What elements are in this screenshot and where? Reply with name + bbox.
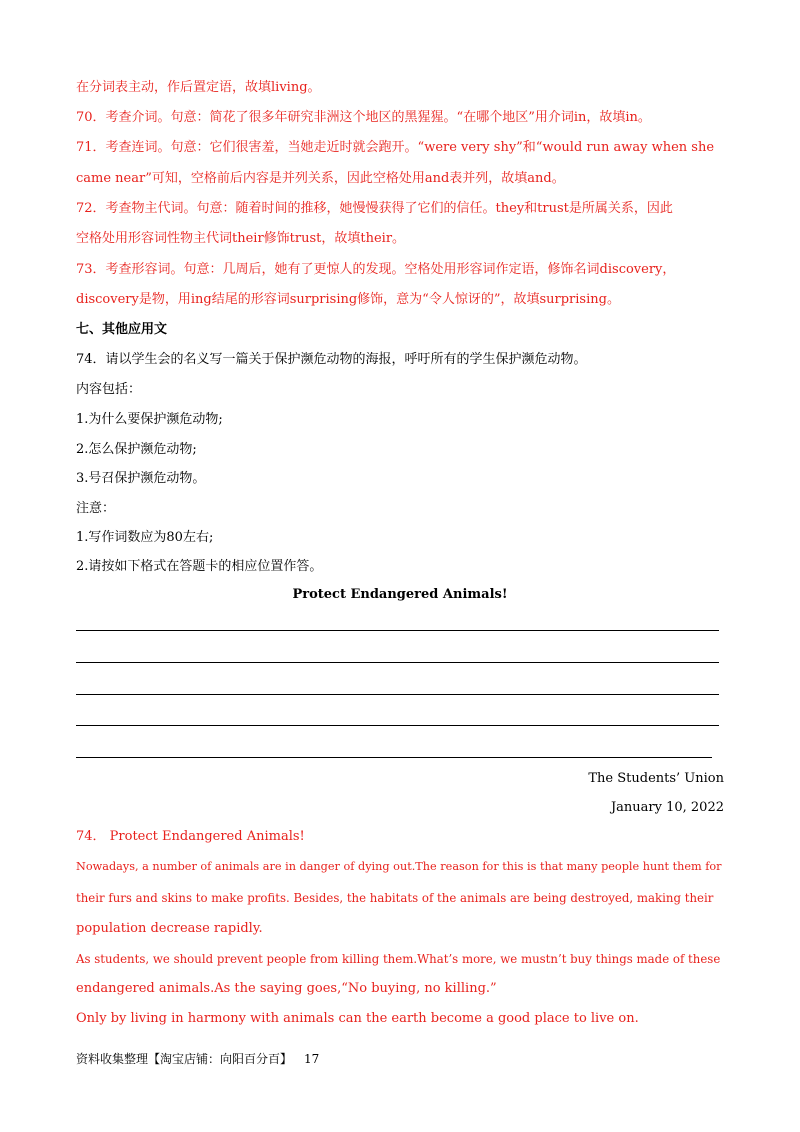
section-title: 七、其他应用文 <box>76 322 168 337</box>
page-number: 17 <box>304 1052 320 1066</box>
page-footer <box>76 1050 724 1068</box>
answer-text-line: Nowadays, a number of animals are in danger of dying out.The reason for this is that many people hunt them for <box>76 860 722 873</box>
writing-line <box>76 662 719 663</box>
signature: The Students’ Union <box>588 771 724 786</box>
content-item: 2.怎么保护濒危动物; <box>76 442 197 457</box>
answer-text-line: Only by living in harmony with animals can the earth become a good place to live on. <box>76 1011 639 1026</box>
writing-line <box>76 757 712 758</box>
answer-line: 73．考查形容词。句意：几周后，她有了更惊人的发现。空格处用形容词作定语，修饰名词discovery， <box>76 262 676 277</box>
answer-line: 70．考查介词。句意：简花了很多年研究非洲这个地区的黑猩猩。“在哪个地区”用介词in，故填in。 <box>76 110 651 125</box>
writing-line <box>76 725 719 726</box>
answer-line: 在分词表主动，作后置定语，故填living。 <box>76 80 321 95</box>
answer-line: discovery是物，用ing结尾的形容词surprising修饰，意为“令人惊讶的”，故填surprising。 <box>76 292 620 307</box>
answer-line: 空格处用形容词性物主代词their修饰trust，故填their。 <box>76 231 406 246</box>
poster-title: Protect Endangered Animals! <box>292 587 508 602</box>
note-item: 2.请按如下格式在答题卡的相应位置作答。 <box>76 559 323 574</box>
writing-line <box>76 630 719 631</box>
answer-text-line: population decrease rapidly. <box>76 921 263 936</box>
answer-text-line: As students, we should prevent people from killing them.What’s more, we mustn’t buy things made of these <box>76 952 721 966</box>
answer-line: 72．考查物主代词。句意：随着时间的推移，她慢慢获得了它们的信任。they和trust是所属关系，因此 <box>76 201 673 216</box>
answer-line: came near”可知，空格前后内容是并列关系，因此空格处用and表并列，故填and。 <box>76 171 565 186</box>
notes-label: 注意： <box>76 501 116 516</box>
writing-line <box>76 694 719 695</box>
date: January 10, 2022 <box>610 800 724 815</box>
content-label: 内容包括： <box>76 382 142 397</box>
answer-text-line: their furs and skins to make profits. Besides, the habitats of the animals are being destroyed, making their <box>76 891 714 905</box>
content-item: 1.为什么要保护濒危动物; <box>76 412 223 427</box>
task-prompt: 74．请以学生会的名义写一篇关于保护濒危动物的海报，呼吁所有的学生保护濒危动物。 <box>76 352 587 367</box>
answer-line: 71．考查连词。句意：它们很害羞，当她走近时就会跑开。“were very shy”和“would run away when she <box>76 140 715 155</box>
answer-heading: 74． Protect Endangered Animals! <box>76 829 305 844</box>
footer-source: 资料收集整理【淘宝店铺：向阳百分百】 <box>76 1052 293 1066</box>
answer-text-line: endangered animals.As the saying goes,“No buying, no killing.” <box>76 981 497 996</box>
content-item: 3.号召保护濒危动物。 <box>76 471 206 486</box>
note-item: 1.写作词数应为80左右; <box>76 530 214 545</box>
